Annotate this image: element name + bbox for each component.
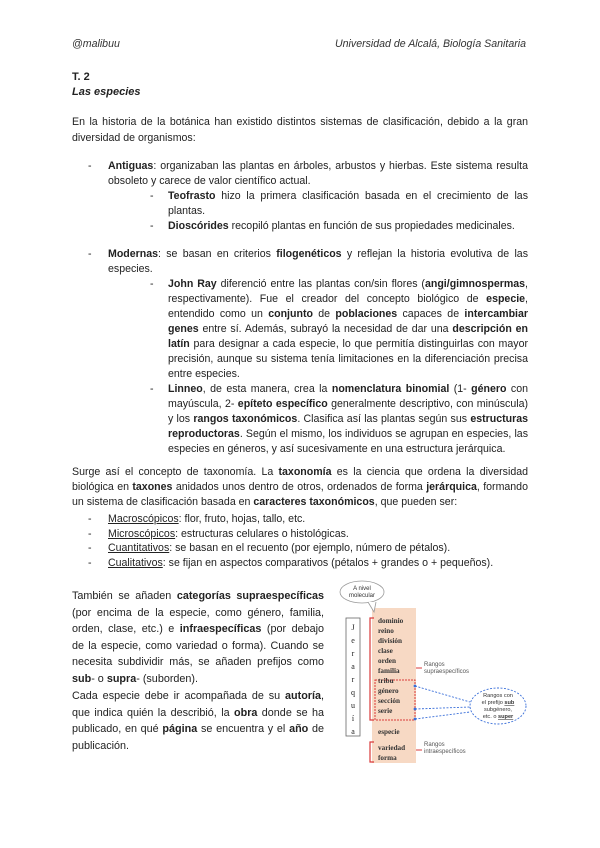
intro-paragraph: En la historia de la botánica han existido distintos sistemas de clasificación, debido a la gran diversidad de organismos: — [72, 116, 528, 144]
jerarquia-letter: r — [351, 675, 355, 684]
rank: orden — [378, 657, 396, 665]
jerarquia-letter: J — [351, 623, 355, 632]
list-item: - Cuantitativos: se basan en el recuento (por ejemplo, número de pétalos). — [88, 542, 451, 554]
arrow-dot — [414, 718, 417, 721]
characters-list — [88, 512, 528, 570]
rank: reino — [378, 627, 394, 635]
arrow-dot — [414, 708, 417, 711]
prefix-line: subgénero, — [484, 707, 512, 713]
header-university: Universidad de Alcalá, Biología Sanitaria — [335, 38, 526, 50]
list-item: - Microscópicos: estructuras celulares o histológicas. — [88, 527, 349, 540]
rank: forma — [378, 754, 397, 762]
categories-paragraph: También se añaden categorías supraespecíficas (por encima de la especie, como género, familia, orden, clase, etc.) e infraespecíficas (por debajo de la especie, como variedad o forma). Cuando se necesita subdividir más, se añaden prefijos como sub- o supra- (suborden). — [72, 590, 325, 685]
jerarquia-letter: q — [351, 688, 355, 697]
label-supra-2: supraespecíficos — [424, 669, 470, 675]
authorship-paragraph: Cada especie debe ir acompañada de su autoría, que indica quién la describió, la obra donde se ha publicado, en qué página se encuentra y el año de publicación. — [72, 690, 325, 752]
taxonomy-paragraph: Surge así el concepto de taxonomía. La taxonomía es la ciencia que ordena la diversidad biológica en taxones anidados unos dentro de otros, ordenados de forma jerárquica, formando un sistema de clasificación basada en caracteres taxonómicos, que pueden ser: — [72, 466, 528, 508]
taxonomic-hierarchy-figure — [338, 578, 528, 766]
prefix-line: etc. o super — [482, 714, 514, 720]
prefix-label — [482, 693, 515, 720]
rank: dominio — [378, 617, 404, 625]
arrow-dot — [414, 685, 417, 688]
topic-title: Las especies — [72, 86, 141, 98]
list-item-teofrasto: - Teofrasto hizo la primera clasificación basada en el crecimiento de las plantas. — [150, 190, 528, 217]
label-infra-2: intraespecíficos — [424, 749, 466, 755]
jerarquia-letter: a — [351, 662, 355, 671]
jerarquia-letter: e — [351, 636, 355, 645]
rank: serie — [378, 707, 393, 715]
jerarquia-letter: u — [351, 701, 355, 710]
list-item-dioscorides: - Dioscórides recopiló plantas en función de sus propiedades medicinales. — [150, 220, 515, 232]
rank: variedad — [378, 744, 406, 752]
prefix-line: el prefijo sub — [481, 700, 515, 706]
jerarquia-letter: í — [351, 714, 355, 723]
prefix-line: Rangos con — [483, 693, 513, 699]
rank: tribu — [378, 677, 394, 685]
label-supra-1: Rangos — [424, 662, 445, 668]
rank: división — [378, 637, 402, 645]
rank: clase — [378, 647, 393, 655]
bubble-line-2: molecular — [348, 593, 376, 599]
list-item-antiguas: - Antiguas: organizaban las plantas en árboles, arbustos y hierbas. Este sistema resulta obsoleto y carece de valor científico actual. - Teofrasto hizo la primera clasificación basada en el crecimiento de las plantas. - Dioscórides recopiló plantas en función de sus propiedades medicinales. — [88, 160, 528, 232]
rank-especie: especie — [378, 728, 400, 736]
header-author: @malibuu — [72, 38, 120, 50]
list-item-linneo: - Linneo, de esta manera, crea la nomenclatura binomial (1- género con mayúscula, 2- epíteto específico generalmente descriptivo, con minúscula) y los rangos taxonómicos. Clasifica así las plantas según sus estructuras reproductoras. Según el mismo, los individuos se agrupan en especies, las especies en géneros, y así sucesivamente en una estructura jerárquica. — [150, 383, 529, 455]
rank: familia — [378, 667, 400, 675]
list-item: - Macroscópicos: flor, fruto, hojas, tallo, etc. — [88, 513, 306, 525]
bubble-line-1: A nivel — [353, 586, 371, 592]
list-item: - Cualitativos: se fijan en aspectos comparativos (pétalos + grandes o + pequeños). — [88, 556, 494, 569]
rank: sección — [378, 697, 400, 705]
rank: género — [378, 687, 399, 695]
jerarquia-letter: a — [351, 727, 355, 736]
bubble-molecular — [340, 581, 384, 603]
label-infra-1: Rangos — [424, 742, 445, 748]
jerarquia-letter: r — [351, 649, 355, 658]
list-item-modernas: - Modernas: se basan en criterios filogenéticos y reflejan la historia evolutiva de las especies. - John Ray diferenció entre las plantas con/sin flores (angi/gimnospermas, respectivamente). Fue el creador del concepto biológico de especie, entendido como un conjunto de poblaciones capaces de intercambiar genes entre sí. Además, subrayó la necesidad de dar una descripción en latín para designar a cada especie, lo que permitía distinguirlas con mayor precisión, aunque su sistema tenía limitaciones en la diferenciación precisa entre especies. - Linneo, de esta manera, crea la nomenclatura binomial (1- género con mayúscula, 2- epíteto específico generalmente descriptivo, con minúscula) y los rangos taxonómicos. Clasifica así las plantas según sus estructuras reproductoras. Según el mismo, los individuos se agrupan en especies, las especies en géneros, y así sucesivamente en una estructura jerárquica. — [88, 248, 529, 455]
topic-number: T. 2 — [72, 71, 90, 83]
list-item-john-ray: - John Ray diferenció entre las plantas con/sin flores (angi/gimnospermas, respectivamente). Fue el creador del concepto biológico de especie, entendido como un conjunto de poblaciones capaces de intercambiar genes entre sí. Además, subrayó la necesidad de dar una descripción en latín para designar a cada especie, lo que permitía distinguirlas con mayor precisión, aunque su sistema tenía limitaciones en la diferenciación precisa entre especies. — [150, 278, 529, 380]
